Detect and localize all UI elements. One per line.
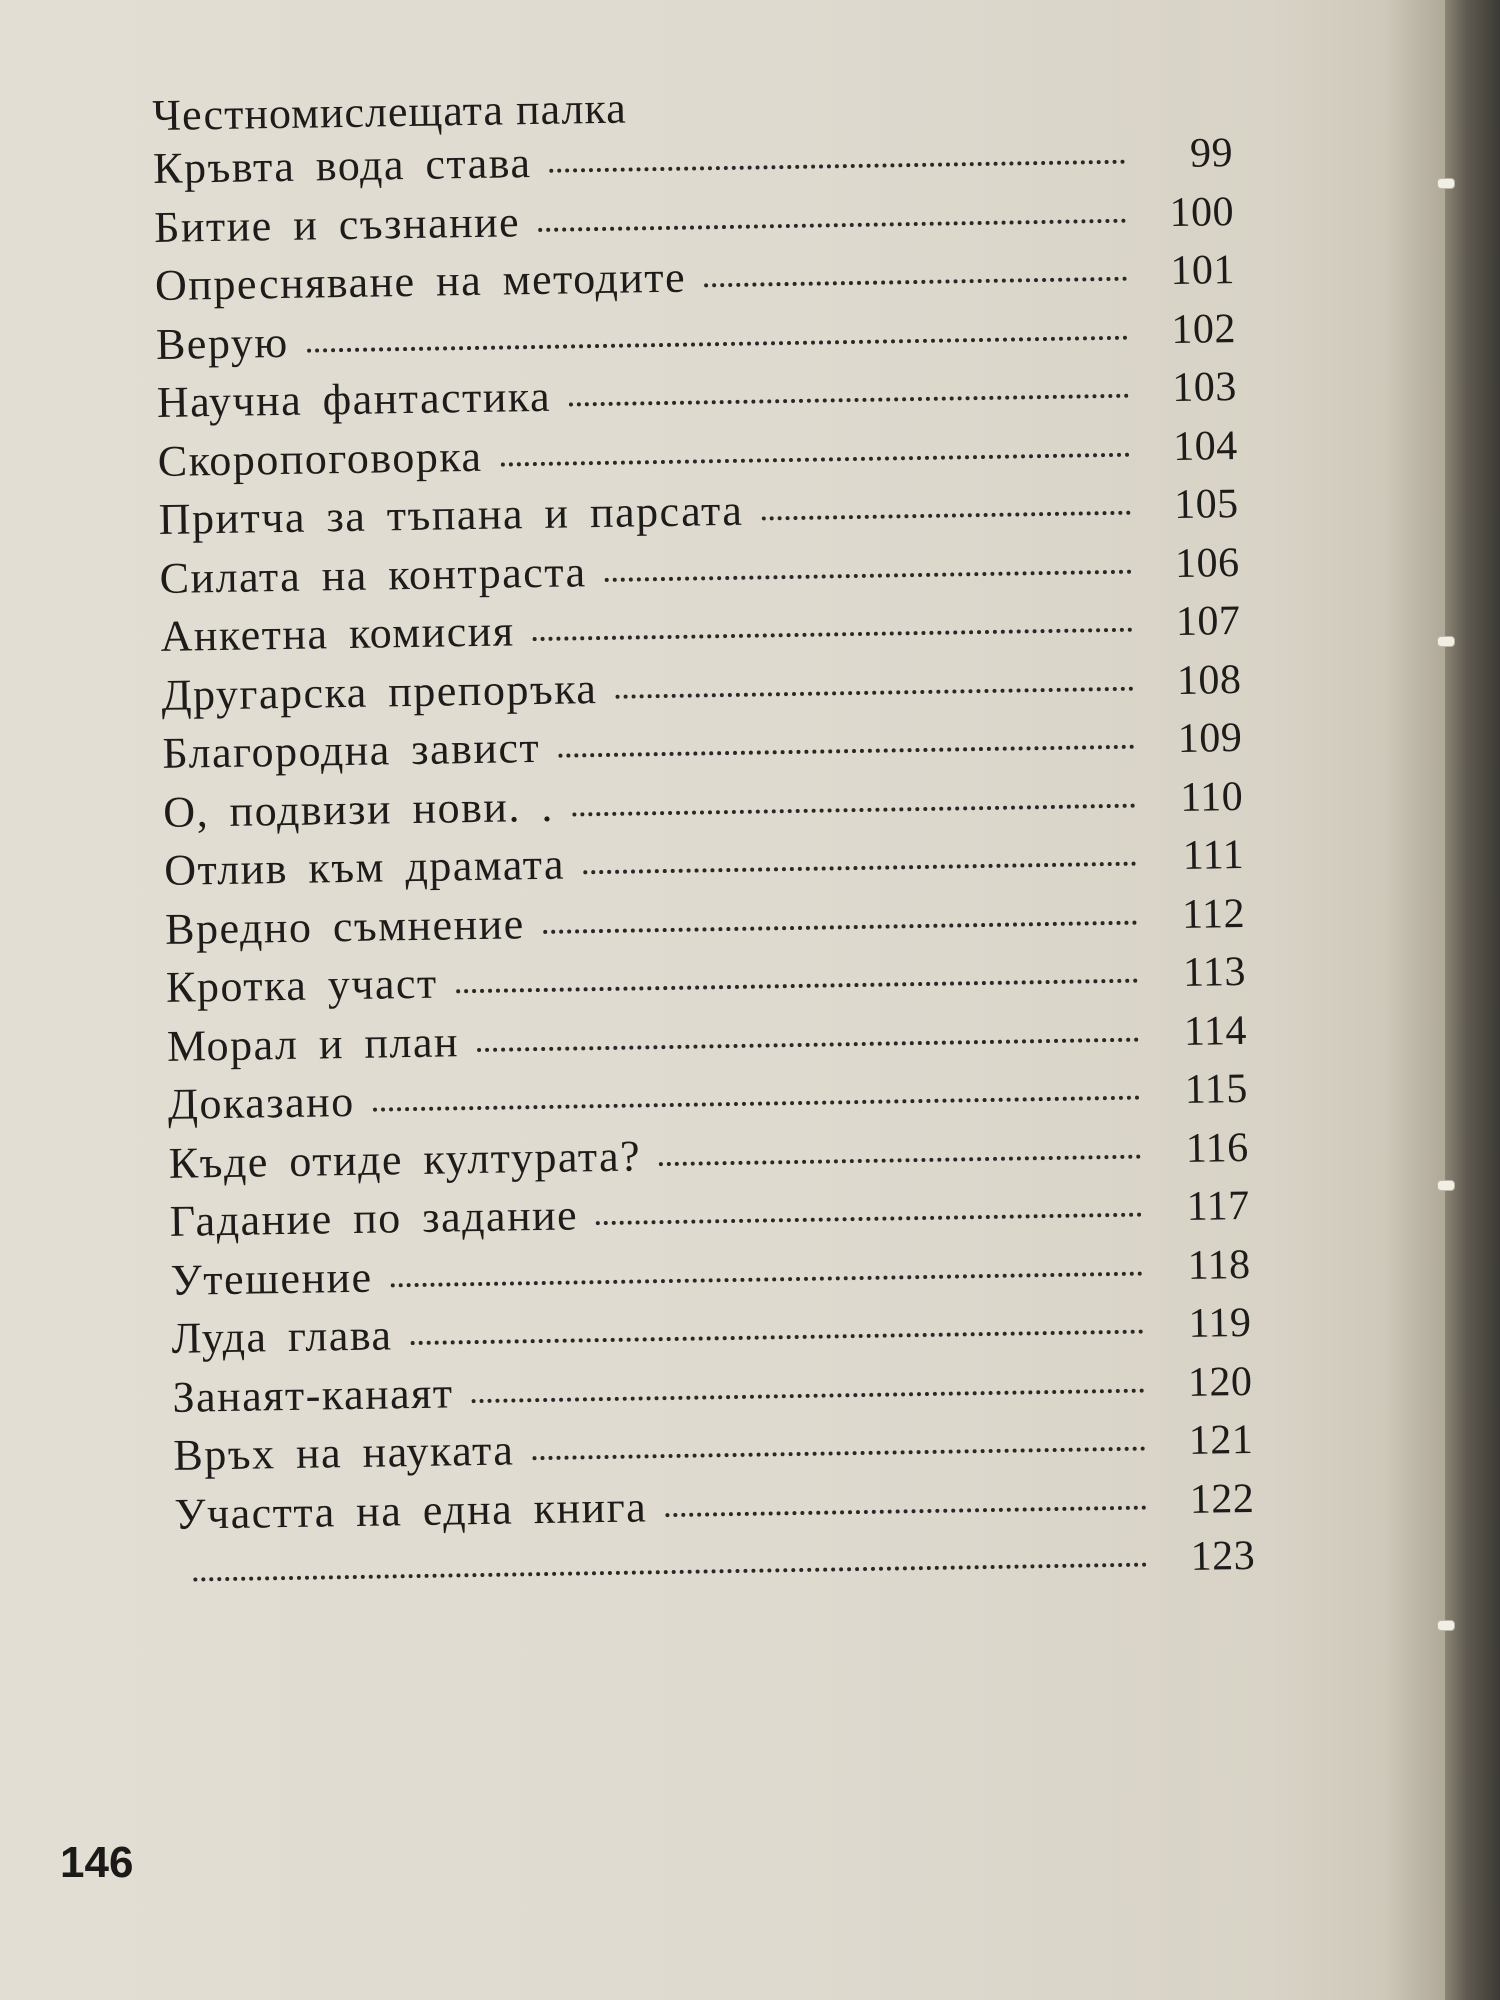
dot-leader	[665, 1505, 1146, 1517]
toc-entry-page: 103	[1171, 364, 1238, 412]
binding-stitch	[1437, 1180, 1455, 1191]
toc-entry-page: 105	[1173, 480, 1239, 528]
toc-entry-page: 102	[1170, 305, 1237, 353]
toc-entry-title: Къде отиде културата?	[168, 1130, 642, 1188]
dot-leader	[472, 1388, 1145, 1403]
dot-leader	[373, 1096, 1140, 1112]
dot-leader	[391, 1271, 1143, 1287]
toc-entry-title: Гадание по задание	[169, 1190, 579, 1246]
toc-entry-title: Вредно съмнение	[164, 898, 526, 954]
toc-entry-page: 119	[1188, 1299, 1252, 1347]
binding-stitch	[1437, 178, 1455, 189]
toc-entry-page: 117	[1186, 1182, 1250, 1230]
toc-entry-title: Притча за тъпана и парсата	[158, 485, 744, 544]
dot-leader	[533, 628, 1133, 641]
dot-leader	[704, 277, 1127, 288]
toc-entry-title: Научна фантастика	[156, 371, 552, 427]
dot-leader	[596, 1213, 1142, 1226]
dot-leader	[569, 394, 1129, 407]
toc-entry-page: 104	[1172, 422, 1239, 470]
dot-leader	[411, 1330, 1144, 1346]
toc-entry-page: 122	[1189, 1475, 1255, 1523]
table-of-contents	[152, 75, 1256, 1602]
toc-entry-title: Опресняване на методите	[154, 252, 687, 310]
dot-leader	[532, 1447, 1145, 1461]
toc-entry-title: Морал и план	[166, 1016, 460, 1071]
toc-entry-title: Анкетна комисия	[160, 606, 515, 661]
dot-leader	[761, 511, 1130, 521]
toc-entry-page: 108	[1176, 656, 1242, 704]
dot-leader	[307, 335, 1128, 352]
toc-entry-page: 116	[1185, 1124, 1250, 1172]
toc-entry-page: 114	[1183, 1007, 1248, 1055]
toc-entry-title: Връх на науката	[173, 1425, 515, 1480]
toc-entry-title: Другарска препоръка	[161, 663, 598, 720]
toc-entry-page: 107	[1175, 597, 1241, 645]
toc-entry-title: Силата на контраста	[159, 546, 587, 603]
toc-entry-page: 115	[1184, 1065, 1249, 1113]
toc-entry-title: Занаят-канаят	[172, 1367, 454, 1422]
toc-entry-page: 106	[1174, 539, 1240, 587]
dot-leader	[583, 862, 1136, 875]
toc-entry-title: Утешение	[170, 1252, 373, 1305]
toc-entry-page: 113	[1182, 948, 1247, 996]
dot-leader	[550, 160, 1126, 173]
toc-entry-title: Битие и съзнание	[153, 196, 521, 252]
toc-entries	[153, 123, 1256, 1602]
toc-entry-title: Скоропоговорка	[157, 431, 483, 486]
dot-leader	[538, 218, 1126, 231]
binding-stitch	[1437, 1620, 1455, 1631]
toc-entry-title: Кръвта вода става	[152, 138, 532, 193]
dot-leader	[558, 745, 1134, 758]
toc-entry-page: 99	[1189, 130, 1234, 177]
dot-leader	[659, 1154, 1141, 1166]
toc-entry-title: Верую	[155, 317, 289, 369]
toc-entry-title: О, подвизи нови. .	[162, 781, 555, 837]
toc-entry-page: 112	[1181, 890, 1246, 938]
dot-leader	[456, 979, 1138, 994]
dot-leader	[477, 1037, 1139, 1051]
toc-entry-page: 118	[1187, 1241, 1251, 1289]
toc-entry-title: Луда глава	[171, 1310, 393, 1363]
toc-entry-title: Кротка участ	[165, 958, 439, 1012]
binding-stitch	[1437, 636, 1455, 647]
toc-entry-page: 120	[1187, 1358, 1253, 1406]
toc-entry-page: 109	[1177, 714, 1243, 762]
dot-leader	[605, 569, 1132, 581]
toc-entry-page: 100	[1169, 188, 1235, 236]
book-spine	[1445, 0, 1500, 2000]
toc-entry-title: Отлив към драмата	[163, 839, 566, 895]
dot-leader	[615, 686, 1133, 698]
toc-entry-page: 101	[1170, 247, 1236, 295]
dot-leader	[543, 920, 1137, 933]
page-number: 146	[60, 1838, 134, 1887]
dot-leader	[501, 452, 1130, 466]
toc-first-entry-title: Честномислещата палка	[151, 83, 628, 140]
toc-entry-title: Благородна завист	[162, 722, 541, 778]
dot-leader	[572, 803, 1135, 816]
toc-entry-page: 123	[1190, 1532, 1256, 1580]
dot-leader	[193, 1563, 1147, 1582]
toc-entry-page: 111	[1182, 831, 1245, 879]
toc-entry-title: Доказано	[167, 1076, 355, 1129]
toc-entry-page: 110	[1179, 773, 1244, 821]
toc-entry-title: Участта на една книга	[173, 1481, 648, 1539]
toc-entry-page: 121	[1188, 1416, 1254, 1464]
